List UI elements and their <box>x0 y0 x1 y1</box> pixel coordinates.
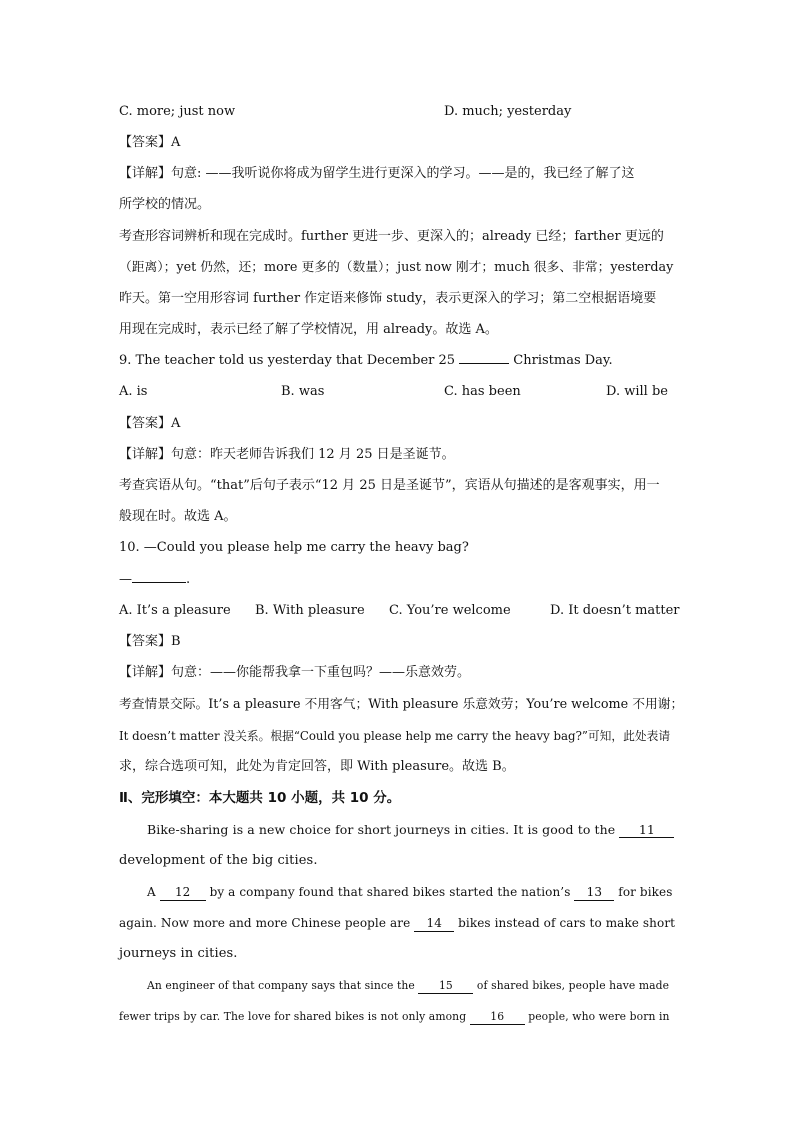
passage-p3-line-1 <box>147 976 677 996</box>
passage-text: people, who were born in <box>524 1010 670 1023</box>
passage-text: by a company found that shared bikes started the nation’s <box>205 885 575 899</box>
passage-p3-line-2 <box>119 1007 679 1027</box>
passage-p2-line-1 <box>147 882 677 902</box>
q10-blank <box>132 582 186 583</box>
passage-text: Bike-sharing is a new choice for short journeys in cities. It is good to the <box>147 822 620 837</box>
blank-14: 14 <box>414 916 454 932</box>
q10-option-c: C. You’re welcome <box>389 603 511 618</box>
q10-option-d: D. It doesn’t matter <box>550 603 680 618</box>
q10-explanation-line-2: It doesn’t matter 没关系。根据“Could you please help me carry the heavy bag?”可知，此处表请 <box>119 729 671 743</box>
passage-text: for bikes <box>614 885 673 899</box>
q8-detail-line-2: 所学校的情况。 <box>119 197 211 212</box>
q9-option-a: A. is <box>119 384 148 399</box>
q9-answer: 【答案】A <box>119 416 181 431</box>
q10-explanation-line-3: 求，综合选项可知，此处为肯定回答，即 With pleasure。故选 B。 <box>119 759 515 774</box>
passage-p2-line-2 <box>119 913 679 933</box>
q8-explanation-line-3: 昨天。第一空用形容词 further 作定语来修饰 study，表示更深入的学习；第二空根据语境要 <box>119 291 657 306</box>
q10-reply-line <box>119 570 679 590</box>
q8-explanation-line-1: 考查形容词辨析和现在完成时。further 更进一步、更深入的；already 已经；farther 更远的 <box>119 229 664 244</box>
passage-text: A <box>147 885 160 899</box>
q8-option-c: C. more; just now <box>119 104 236 119</box>
blank-16: 16 <box>470 1009 525 1025</box>
passage-p2-line-3: journeys in cities. <box>119 946 238 961</box>
q8-explanation-line-4: 用现在完成时，表示已经了解了学校情况，用 already。故选 A。 <box>119 322 498 337</box>
q10-answer: 【答案】B <box>119 634 181 649</box>
q9-option-d: D. will be <box>606 384 668 399</box>
passage-text: bikes instead of cars to make short <box>454 916 676 930</box>
q8-detail-line-1: 【详解】句意: ——我听说你将成为留学生进行更深入的学习。——是的，我已经了解了这 <box>119 166 635 181</box>
blank-15: 15 <box>418 978 473 994</box>
q9-option-c: C. has been <box>444 384 521 399</box>
q9-explanation-line-2: 般现在时。故选 A。 <box>119 509 237 524</box>
q10-reply-dash: — <box>119 572 132 587</box>
q9-stem-before: 9. The teacher told us yesterday that December 25 <box>119 353 460 368</box>
q8-explanation-line-2: （距离）；yet 仍然，还；more 更多的（数量）；just now 刚才；much 很多、非常；yesterday <box>119 260 674 275</box>
passage-p1-line-2: development of the big cities. <box>119 853 318 868</box>
q9-option-b: B. was <box>281 384 325 399</box>
q10-explanation-line-1: 考查情景交际。It’s a pleasure 不用客气；With pleasure 乐意效劳；You’re welcome 不用谢； <box>119 697 684 712</box>
passage-p1-line-1 <box>147 820 677 840</box>
q8-option-d: D. much; yesterday <box>444 104 572 119</box>
passage-text: of shared bikes, people have made <box>473 979 670 992</box>
q9-detail: 【详解】句意：昨天老师告诉我们 12 月 25 日是圣诞节。 <box>119 447 455 462</box>
q10-detail: 【详解】句意：——你能帮我拿一下重包吗？——乐意效劳。 <box>119 665 471 680</box>
q10-reply-end: . <box>186 572 191 587</box>
blank-13: 13 <box>574 885 614 901</box>
q8-answer: 【答案】A <box>119 135 181 150</box>
blank-12: 12 <box>160 885 206 901</box>
q10-option-a: A. It’s a pleasure <box>119 603 231 618</box>
passage-text: An engineer of that company says that since the <box>147 979 419 992</box>
passage-text: again. Now more and more Chinese people are <box>119 916 415 930</box>
passage-text: fewer trips by car. The love for shared bikes is not only among <box>119 1010 470 1023</box>
q9-stem-after: Christmas Day. <box>509 353 613 368</box>
q9-blank <box>459 363 509 364</box>
blank-11: 11 <box>619 822 674 838</box>
q9-stem <box>119 351 679 371</box>
section-heading: Ⅱ、完形填空：本大题共 10 小题，共 10 分。 <box>119 790 401 806</box>
q9-explanation-line-1: 考查宾语从句。“that”后句子表示“12 月 25 日是圣诞节”，宾语从句描述的是客观事实，用一 <box>119 478 660 493</box>
q10-option-b: B. With pleasure <box>255 603 365 618</box>
q10-stem: 10. —Could you please help me carry the heavy bag? <box>119 540 469 555</box>
